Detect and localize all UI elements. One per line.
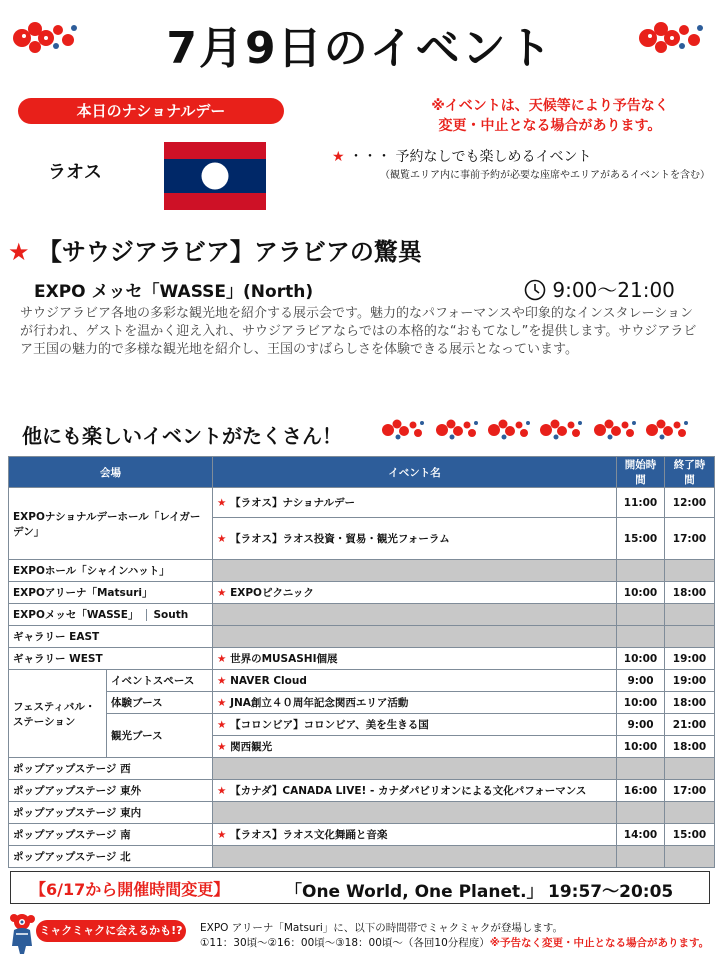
star-icon: ★: [217, 785, 227, 797]
end-cell: 21:00: [665, 714, 715, 736]
star-icon: ★: [217, 741, 227, 753]
event-name: JNA創立４０周年記念関西エリア活動: [230, 697, 409, 709]
event-cell: [213, 692, 617, 714]
expo-logo-small-icon: [380, 416, 426, 444]
empty-cell: [213, 846, 617, 868]
national-day-country: ラオス: [48, 162, 102, 183]
weather-notice: [400, 96, 700, 136]
empty-cell: [665, 846, 715, 868]
venue-cell: EXPOナショナルデーホール「レイガーデン」: [9, 488, 213, 560]
start-cell: 14:00: [617, 824, 665, 846]
empty-cell: [213, 626, 617, 648]
end-cell: 12:00: [665, 488, 715, 518]
legend-line-1: [332, 146, 591, 166]
event-name: 【ラオス】ラオス投資・貿易・観光フォーラム: [230, 533, 450, 545]
empty-cell: [665, 626, 715, 648]
venue-cell: ギャラリー EAST: [9, 626, 213, 648]
venue-cell: [9, 604, 213, 626]
legend-line-2: （観覧エリア内に事前予約が必要な座席やエリアがあるイベントを含む）: [380, 170, 710, 181]
myaku-line-1: EXPO アリーナ「Matsuri」に、以下の時間帯でミャクミャクが登場します。: [200, 922, 564, 934]
event-cell: [213, 714, 617, 736]
start-cell: 11:00: [617, 488, 665, 518]
myaku-times: ①11：30頃〜②16：00頃〜③18：00頃〜（各回10分程度）: [200, 937, 490, 949]
featured-event-title: [8, 232, 422, 267]
venue-cell: フェスティバル・ステーション: [9, 670, 107, 758]
featured-star-icon: ★: [8, 238, 30, 266]
event-name: 【コロンビア】コロンビア、美を生きる国: [230, 719, 429, 731]
star-icon: ★: [217, 829, 227, 841]
page-title: 7月9日のイベント: [166, 23, 554, 74]
star-icon: ★: [217, 653, 227, 665]
empty-cell: [665, 604, 715, 626]
end-cell: 19:00: [665, 648, 715, 670]
star-icon: ★: [217, 533, 227, 545]
table-row: [9, 604, 715, 626]
end-cell: 18:00: [665, 582, 715, 604]
featured-event-description: サウジアラビア各地の多彩な観光地を紹介する展示会です。魅力的なパフォーマンスや印象的なインスタレーションが行われ、ゲストを温かく迎え入れ、サウジアラビアならではの本格的な“おもてなし”を提供します。サウジアラビア王国の魅力的で多様な観光地を紹介し、王国のすばらしさを体験できる展示となっています。: [20, 306, 697, 357]
start-cell: 9:00: [617, 670, 665, 692]
event-name: 世界のMUSASHI個展: [230, 653, 338, 665]
end-cell: 19:00: [665, 670, 715, 692]
empty-cell: [617, 626, 665, 648]
start-cell: 10:00: [617, 582, 665, 604]
venue-sub-cell: イベントスペース: [107, 670, 213, 692]
empty-cell: [665, 758, 715, 780]
legend-text: ・・・ 予約なしでも楽しめるイベント: [349, 149, 592, 165]
event-name: NAVER Cloud: [230, 674, 307, 687]
event-cell: [213, 670, 617, 692]
event-name: 【カナダ】CANADA LIVE! - カナダパビリオンによる文化パフォーマンス: [230, 785, 587, 797]
empty-cell: [617, 846, 665, 868]
time-change-event: 「One World, One Planet.」: [285, 882, 544, 902]
event-name: EXPOピクニック: [230, 587, 314, 599]
myaku-warning: ※予告なく変更・中止となる場合があります。: [489, 937, 710, 949]
table-row: [9, 824, 715, 846]
event-name: 関西観光: [230, 741, 273, 753]
legend-star-icon: ★: [332, 149, 345, 165]
star-icon: ★: [217, 697, 227, 709]
venue-cell: ポップアップステージ 北: [9, 846, 213, 868]
header-venue: 会場: [9, 457, 213, 488]
expo-logo-small-icon: [592, 416, 638, 444]
venue-cell: EXPOホール「シャインハット」: [9, 560, 213, 582]
event-name: 【ラオス】ナショナルデー: [230, 497, 356, 509]
empty-cell: [665, 560, 715, 582]
myaku-line-2: [200, 935, 709, 950]
time-change-label: 【6/17から開催時間変更】: [30, 880, 230, 899]
end-cell: 18:00: [665, 692, 715, 714]
table-row: [9, 846, 715, 868]
start-cell: 10:00: [617, 692, 665, 714]
event-cell: [213, 582, 617, 604]
expo-logo-small-icon: [538, 416, 584, 444]
header-start: 開始時間: [617, 457, 665, 488]
table-row: [9, 714, 715, 736]
star-icon: ★: [217, 674, 227, 687]
table-row: [9, 648, 715, 670]
table-row: [9, 758, 715, 780]
clock-icon: [524, 279, 546, 301]
venue-sub-cell: 観光ブース: [107, 714, 213, 758]
table-row: [9, 560, 715, 582]
venue-cell: ポップアップステージ 西: [9, 758, 213, 780]
event-cell: [213, 736, 617, 758]
empty-cell: [617, 604, 665, 626]
event-cell: [213, 648, 617, 670]
empty-cell: [617, 802, 665, 824]
star-icon: ★: [217, 719, 227, 731]
laos-flag-icon: [164, 142, 266, 210]
star-icon: ★: [217, 497, 227, 509]
table-header-row: [9, 457, 715, 488]
end-cell: 17:00: [665, 780, 715, 802]
start-cell: 15:00: [617, 518, 665, 560]
time-change-time: 19:57〜20:05: [548, 882, 674, 902]
notice-line-1: ※イベントは、天候等により予告なく: [431, 98, 669, 114]
empty-cell: [213, 802, 617, 824]
table-row: [9, 626, 715, 648]
table-row: [9, 582, 715, 604]
expo-logo-small-icon: [486, 416, 532, 444]
events-table: [8, 456, 715, 868]
event-cell: [213, 780, 617, 802]
table-row: [9, 488, 715, 518]
event-cell: [213, 488, 617, 518]
end-cell: 18:00: [665, 736, 715, 758]
event-cell: [213, 518, 617, 560]
featured-time-text: 9:00〜21:00: [552, 278, 675, 302]
end-cell: 15:00: [665, 824, 715, 846]
empty-cell: [617, 560, 665, 582]
empty-cell: [617, 758, 665, 780]
empty-cell: [213, 604, 617, 626]
expo-logo-small-icon: [644, 416, 690, 444]
end-cell: 17:00: [665, 518, 715, 560]
start-cell: 9:00: [617, 714, 665, 736]
start-cell: 10:00: [617, 736, 665, 758]
venue-cell: ポップアップステージ 東内: [9, 802, 213, 824]
empty-cell: [665, 802, 715, 824]
event-cell: [213, 824, 617, 846]
start-cell: 10:00: [617, 648, 665, 670]
other-events-heading: 他にも楽しいイベントがたくさん！: [22, 424, 342, 448]
table-row: [9, 692, 715, 714]
national-day-label: 本日のナショナルデー: [18, 98, 284, 124]
venue-sub-cell: 体験ブース: [107, 692, 213, 714]
star-icon: ★: [217, 587, 227, 599]
venue-sub: South: [146, 609, 188, 621]
empty-cell: [213, 560, 617, 582]
event-name: 【ラオス】ラオス文化舞踊と音楽: [230, 829, 388, 841]
featured-title-text: 【サウジアラビア】アラビアの驚異: [37, 238, 422, 266]
empty-cell: [213, 758, 617, 780]
table-row: [9, 802, 715, 824]
table-row: [9, 780, 715, 802]
myaku-pill: ミャクミャクに会えるかも!?: [36, 920, 186, 942]
expo-logo-small-icon: [434, 416, 480, 444]
notice-line-2: 変更・中止となる場合があります。: [438, 118, 662, 134]
venue-cell: ポップアップステージ 南: [9, 824, 213, 846]
myaku-myaku-mascot-icon: [4, 912, 40, 956]
venue-name: EXPOメッセ「WASSE」: [13, 609, 139, 621]
venue-cell: EXPOアリーナ「Matsuri」: [9, 582, 213, 604]
venue-cell: ギャラリー WEST: [9, 648, 213, 670]
start-cell: 16:00: [617, 780, 665, 802]
featured-event-venue: EXPO メッセ「WASSE」(North): [34, 282, 314, 302]
header-event: イベント名: [213, 457, 617, 488]
header-end: 終了時間: [665, 457, 715, 488]
table-row: [9, 670, 715, 692]
featured-event-time: [524, 274, 675, 303]
venue-cell: ポップアップステージ 東外: [9, 780, 213, 802]
